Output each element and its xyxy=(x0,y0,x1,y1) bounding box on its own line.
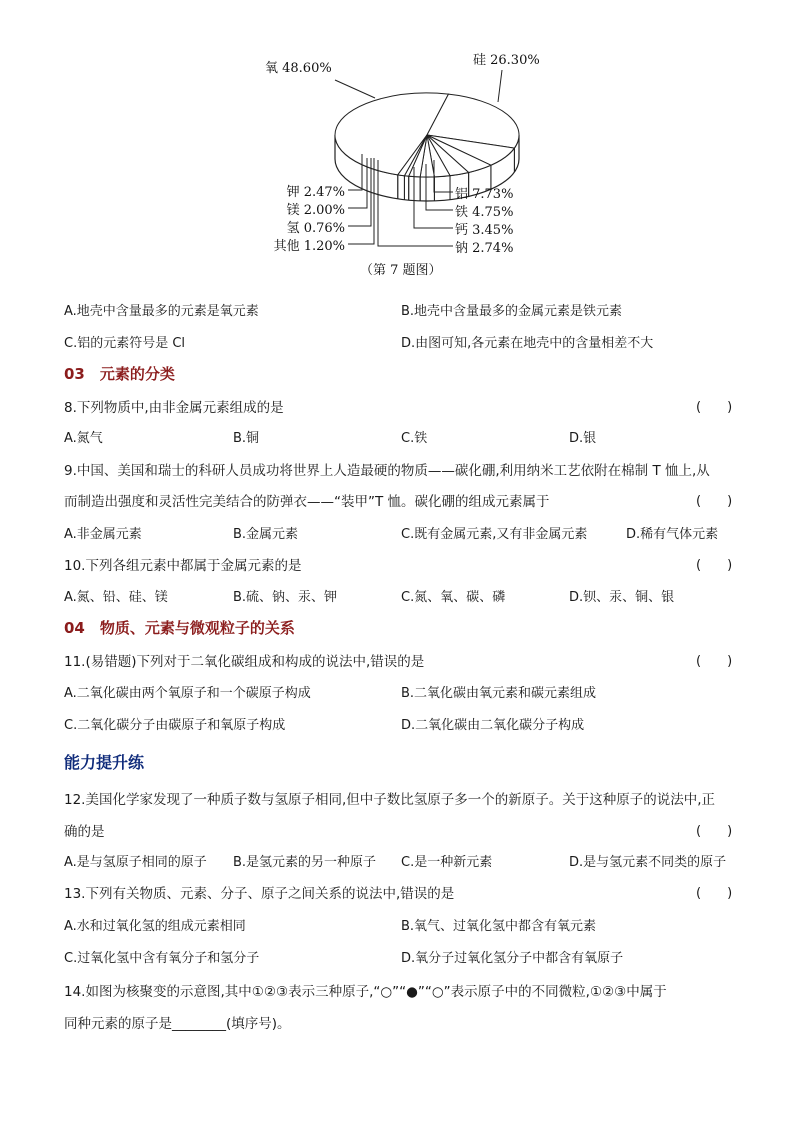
pie-label-氧: 氧 48.60% xyxy=(265,61,332,76)
q9-stem-line1: 9.中国、美国和瑞士的科研人员成功将世界上人造最硬的物质——碳化硼,利用纳米工艺依附在棉制 T 恤上,从 xyxy=(64,463,710,479)
q9-answer-paren: ( ) xyxy=(696,494,733,509)
q11-option-d: D.二氧化碳由二氧化碳分子构成 xyxy=(401,718,585,733)
q12-stem-line1: 12.美国化学家发现了一种质子数与氢原子相同,但中子数比氢原子多一个的新原子。关于这种原子的说法中,正 xyxy=(64,792,716,808)
pie-label-硅: 硅 26.30% xyxy=(473,53,540,68)
q12-answer-paren: ( ) xyxy=(696,824,733,839)
q14-stem-line2: 同种元素的原子是________(填序号)。 xyxy=(64,1016,291,1032)
q7-option-c: C.铝的元素符号是 Cl xyxy=(64,336,186,351)
pie-label-钙: 钙 3.45% xyxy=(455,223,514,238)
q9-option-c: C.既有金属元素,又有非金属元素 xyxy=(401,527,588,542)
q8-option-a: A.氮气 xyxy=(64,431,103,446)
pie-label-其他: 其他 1.20% xyxy=(273,239,345,254)
q9-stem-line2: 而制造出强度和灵活性完美结合的防弹衣——“装甲”T 恤。碳化硼的组成元素属于 xyxy=(64,494,550,510)
q7-option-b: B.地壳中含量最多的金属元素是铁元素 xyxy=(401,304,623,319)
q8-option-b: B.铜 xyxy=(233,431,260,446)
q8-option-d: D.银 xyxy=(569,431,597,446)
q10-answer-paren: ( ) xyxy=(696,558,733,573)
leader-line xyxy=(498,70,502,102)
pie-label-铝: 铝 7.73% xyxy=(455,187,514,202)
practice-heading: 能力提升练 xyxy=(64,753,145,772)
q8-stem: 8.下列物质中,由非金属元素组成的是 xyxy=(64,400,284,416)
q12-option-d: D.是与氢元素不同类的原子 xyxy=(569,855,727,870)
q13-option-a: A.水和过氧化氢的组成元素相同 xyxy=(64,919,246,934)
q11-option-c: C.二氧化碳分子由碳原子和氧原子构成 xyxy=(64,718,286,733)
q7-option-a: A.地壳中含量最多的元素是氧元素 xyxy=(64,304,259,319)
q14-stem-line1: 14.如图为核聚变的示意图,其中①②③表示三种原子,“○”“●”“○”表示原子中的不同微粒,①②③中属于 xyxy=(64,984,667,1000)
q9-option-b: B.金属元素 xyxy=(233,527,299,542)
q8-option-c: C.铁 xyxy=(401,431,428,446)
q11-answer-paren: ( ) xyxy=(696,654,733,669)
q13-option-c: C.过氧化氢中含有氧分子和氢分子 xyxy=(64,951,260,966)
q11-stem: 11.(易错题)下列对于二氧化碳组成和构成的说法中,错误的是 xyxy=(64,654,425,670)
q9-option-a: A.非金属元素 xyxy=(64,527,142,542)
q10-option-a: A.氮、铅、硅、镁 xyxy=(64,590,168,605)
q8-answer-paren: ( ) xyxy=(696,400,733,415)
q13-answer-paren: ( ) xyxy=(696,886,733,901)
q9-option-d: D.稀有气体元素 xyxy=(626,527,719,542)
q11-option-b: B.二氧化碳由氧元素和碳元素组成 xyxy=(401,686,597,701)
q12-option-b: B.是氢元素的另一种原子 xyxy=(233,855,377,870)
leader-line xyxy=(335,80,375,98)
pie-label-钾: 钾 2.47% xyxy=(286,185,345,200)
q12-option-a: A.是与氢原子相同的原子 xyxy=(64,855,207,870)
q13-option-d: D.氧分子过氧化氢分子中都含有氧原子 xyxy=(401,951,624,966)
q10-option-b: B.硫、钠、汞、钾 xyxy=(233,590,338,605)
pie-label-钠: 钠 2.74% xyxy=(455,241,514,256)
q10-option-d: D.钡、汞、铜、银 xyxy=(569,590,675,605)
q12-stem-line2: 确的是 xyxy=(64,824,105,840)
chart-caption: （第 7 题图） xyxy=(360,263,442,278)
q12-option-c: C.是一种新元素 xyxy=(401,855,493,870)
q11-option-a: A.二氧化碳由两个氧原子和一个碳原子构成 xyxy=(64,686,311,701)
q13-stem: 13.下列有关物质、元素、分子、原子之间关系的说法中,错误的是 xyxy=(64,886,455,902)
pie-label-铁: 铁 4.75% xyxy=(455,205,514,220)
q10-option-c: C.氮、氧、碳、磷 xyxy=(401,590,506,605)
pie-chart xyxy=(240,40,570,280)
pie-label-氢: 氢 0.76% xyxy=(286,221,345,236)
q7-option-d: D.由图可知,各元素在地壳中的含量相差不大 xyxy=(401,336,654,351)
section-03-heading: 03 元素的分类 xyxy=(64,365,175,383)
q13-option-b: B.氧气、过氧化氢中都含有氧元素 xyxy=(401,919,597,934)
q10-stem: 10.下列各组元素中都属于金属元素的是 xyxy=(64,558,302,574)
pie-label-镁: 镁 2.00% xyxy=(286,203,345,218)
section-04-heading: 04 物质、元素与微观粒子的关系 xyxy=(64,619,295,637)
